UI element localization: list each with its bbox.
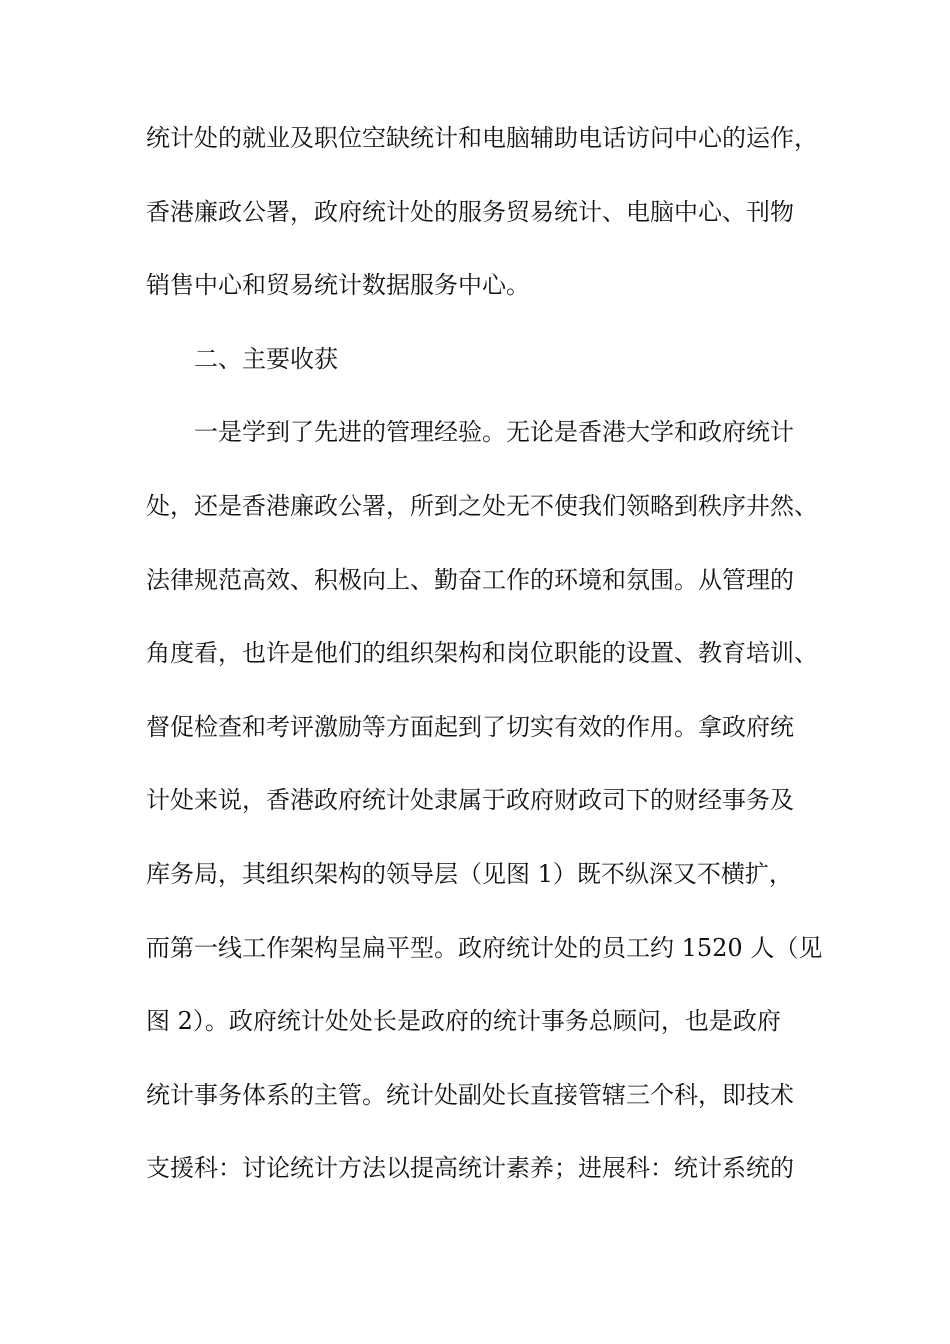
text-line: 统计事务体系的主管。统计处副处长直接管辖三个科，即技术: [146, 1080, 794, 1109]
text-line: 统计处的就业及职位空缺统计和电脑辅助电话访问中心的运作，: [146, 124, 818, 152]
text-line: 督促检查和考评激励等方面起到了切实有效的作用。拿政府统: [146, 712, 794, 741]
text-line: 而第一线工作架构呈扁平型。政府统计处的员工约 1520 人（见: [146, 933, 823, 962]
text-line: 库务局，其组织架构的领导层（见图 1）既不纵深又不横扩，: [146, 859, 793, 888]
text-line: 法律规范高效、积极向上、勤奋工作的环境和氛围。从管理的: [146, 565, 794, 594]
body-text: [146, 126, 836, 1230]
text-line: 销售中心和贸易统计数据服务中心。: [146, 271, 530, 300]
text-line: 图 2）。政府统计处处长是政府的统计事务总顾问，也是政府: [146, 1007, 781, 1036]
text-line: 处，还是香港廉政公署，所到之处无不使我们领略到秩序井然、: [146, 491, 818, 520]
section-heading: 二、主要收获: [194, 344, 338, 373]
paragraph-first-line: 一是学到了先进的管理经验。无论是香港大学和政府统计: [194, 418, 794, 447]
text-line: 角度看，也许是他们的组织架构和岗位职能的设置、教育培训、: [146, 639, 818, 668]
text-line: 计处来说，香港政府统计处隶属于政府财政司下的财经事务及: [146, 786, 794, 815]
text-line: 支援科：讨论统计方法以提高统计素养；进展科：统计系统的: [146, 1154, 794, 1183]
text-line: 香港廉政公署，政府统计处的服务贸易统计、电脑中心、刊物: [146, 197, 794, 226]
